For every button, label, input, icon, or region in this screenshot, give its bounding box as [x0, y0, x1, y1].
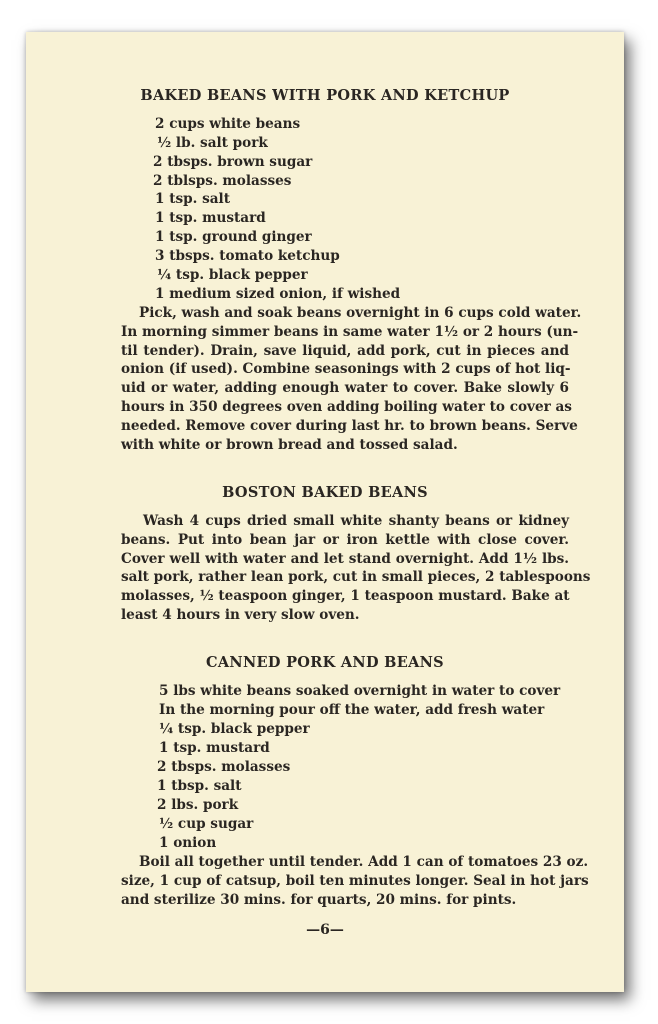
directions-line: hours in 350 degrees oven adding boiling water to cover as — [121, 398, 572, 415]
ingredient: 2 tbsps. molasses — [157, 759, 291, 775]
directions-line: and sterilize 30 mins. for quarts, 20 mins. for pints. — [121, 891, 517, 908]
directions-line: uid or water, adding enough water to cover. Bake slowly 6 — [121, 380, 569, 397]
recipe-directions — [121, 512, 591, 625]
ingredient: 1 tbsp. salt — [157, 778, 242, 794]
ingredient: 1 medium sized onion, if wished — [155, 286, 401, 302]
ingredient: ¼ tsp. black pepper — [159, 721, 310, 737]
ingredient: 2 tblsps. molasses — [153, 173, 292, 189]
ingredient: ¼ tsp. black pepper — [157, 267, 308, 283]
ingredient: 1 tsp. salt — [155, 191, 230, 207]
directions-line: In morning simmer beans in same water 1½ or 2 hours (un- — [121, 323, 579, 340]
directions-line: molasses, ½ teaspoon ginger, 1 teaspoon mustard. Bake at — [121, 588, 570, 605]
recipe-directions — [121, 853, 589, 909]
ingredient: 1 tsp. mustard — [155, 210, 266, 226]
directions-line: size, 1 cup of catsup, boil ten minutes longer. Seal in hot jars — [121, 872, 589, 889]
ingredient: ½ lb. salt pork — [157, 135, 268, 151]
directions-line: Cover well with water and let stand overnight. Add 1½ lbs. — [121, 550, 569, 567]
directions-line: least 4 hours in very slow oven. — [121, 606, 360, 623]
directions-line: Wash 4 cups dried small white shanty beans or kidney — [143, 513, 569, 529]
directions-line: needed. Remove cover during last hr. to brown beans. Serve — [121, 417, 578, 434]
page-number: —6— — [306, 922, 344, 938]
directions-line: beans. Put into bean jar or iron kettle with close cover. — [121, 531, 569, 548]
ingredient: 2 lbs. pork — [157, 797, 239, 813]
ingredient: 5 lbs white beans soaked overnight in water to cover — [159, 683, 561, 699]
directions-line: Pick, wash and soak beans overnight in 6 cups cold water. — [139, 305, 582, 321]
cookbook-page — [26, 32, 624, 992]
recipe-title-boston-baked-beans: BOSTON BAKED BEANS — [222, 484, 428, 501]
directions-line: onion (if used). Combine seasonings with 2 cups of hot liq- — [121, 361, 571, 378]
ingredient: 2 cups white beans — [155, 116, 301, 132]
recipe-title-canned-pork-and-beans: CANNED PORK AND BEANS — [206, 654, 444, 671]
ingredient: 1 onion — [159, 835, 217, 851]
ingredient: 1 tsp. mustard — [159, 740, 270, 756]
ingredient: 1 tsp. ground ginger — [155, 229, 312, 245]
recipe-title-baked-beans-with-pork: BAKED BEANS WITH PORK AND KETCHUP — [140, 87, 510, 104]
directions-line: til tender). Drain, save liquid, add pork, cut in pieces and — [121, 342, 569, 359]
ingredient: 2 tbsps. brown sugar — [153, 154, 313, 170]
ingredient: 3 tbsps. tomato ketchup — [155, 248, 340, 264]
directions-line: with white or brown bread and tossed salad. — [121, 436, 458, 453]
directions-line: salt pork, rather lean pork, cut in small pieces, 2 tablespoons — [121, 569, 591, 586]
recipe-directions — [121, 304, 582, 454]
directions-line: Boil all together until tender. Add 1 can of tomatoes 23 oz. — [139, 854, 589, 870]
ingredient: In the morning pour off the water, add fresh water — [159, 702, 545, 718]
ingredient: ½ cup sugar — [159, 816, 254, 832]
